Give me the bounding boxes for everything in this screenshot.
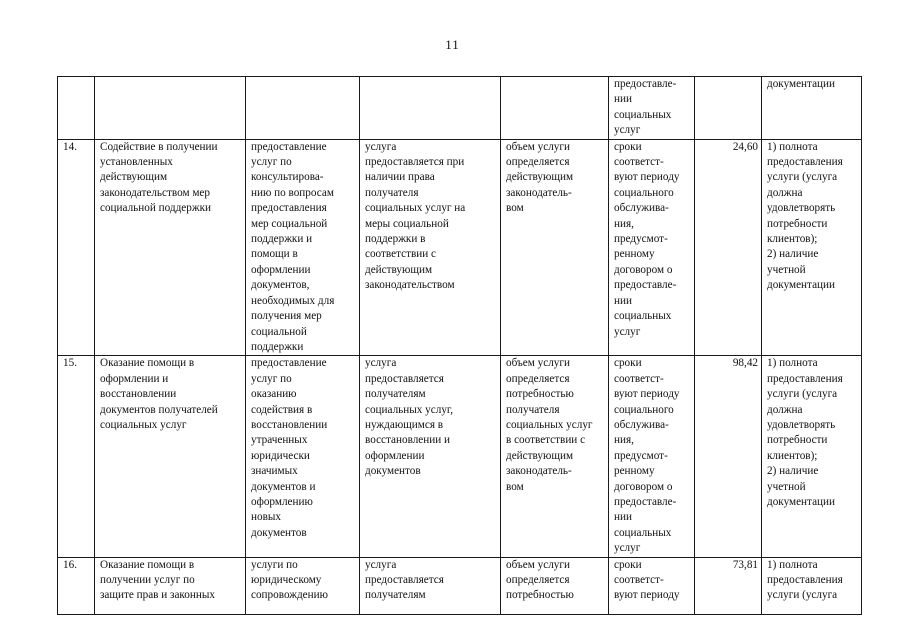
table-row <box>58 557 862 614</box>
cell-volume: объем услуги определяется действующим законодатель- вом <box>501 139 609 356</box>
cell-conditions <box>360 77 501 140</box>
cell-price: 73,81 <box>695 557 762 614</box>
cell-price: 98,42 <box>695 356 762 557</box>
cell-description: предоставление услуг по консультирова- нию по вопросам предоставления мер социальной поддержки и помощи в оформлении документов, необходимых для получения мер социальной поддержки <box>246 139 360 356</box>
cell-volume <box>501 77 609 140</box>
cell-num: 15. <box>58 356 95 557</box>
cell-conditions: услуга предоставляется получателям <box>360 557 501 614</box>
cell-description: услуги по юридическому сопровождению <box>246 557 360 614</box>
table-row <box>58 139 862 356</box>
cell-volume: объем услуги определяется потребностью получателя социальных услуг в соответствии с действующим законодатель- вом <box>501 356 609 557</box>
cell-name: Оказание помощи в получении услуг по защите прав и законных <box>95 557 246 614</box>
cell-duration: сроки соответст- вуют периоду <box>609 557 695 614</box>
table-row <box>58 356 862 557</box>
cell-volume: объем услуги определяется потребностью <box>501 557 609 614</box>
cell-duration: сроки соответст- вуют периоду социального обслужива- ния, предусмот- ренному договором о предоставле- нии социальных услуг <box>609 139 695 356</box>
cell-name <box>95 77 246 140</box>
cell-criteria: 1) полнота предоставления услуги (услуга должна удовлетворять потребности клиентов); 2) наличие учетной документации <box>762 356 862 557</box>
cell-num <box>58 77 95 140</box>
cell-name: Оказание помощи в оформлении и восстановлении документов получателей социальных услуг <box>95 356 246 557</box>
cell-criteria: 1) полнота предоставления услуги (услуга <box>762 557 862 614</box>
cell-duration: сроки соответст- вуют периоду социального обслужива- ния, предусмот- ренному договором о предоставле- нии социальных услуг <box>609 356 695 557</box>
cell-duration: предоставле- нии социальных услуг <box>609 77 695 140</box>
services-table <box>57 76 862 615</box>
page-number: 11 <box>445 37 460 52</box>
cell-criteria: документации <box>762 77 862 140</box>
cell-num: 16. <box>58 557 95 614</box>
cell-name: Содействие в получении установленных действующим законодательством мер социальной поддержки <box>95 139 246 356</box>
cell-criteria: 1) полнота предоставления услуги (услуга должна удовлетворять потребности клиентов); 2) наличие учетной документации <box>762 139 862 356</box>
cell-conditions: услуга предоставляется при наличии права получателя социальных услуг на меры социальной поддержки в соответствии с действующим законодательством <box>360 139 501 356</box>
table-row-continued <box>58 77 862 140</box>
cell-price: 24,60 <box>695 139 762 356</box>
cell-price <box>695 77 762 140</box>
cell-num: 14. <box>58 139 95 356</box>
cell-conditions: услуга предоставляется получателям социальных услуг, нуждающимся в восстановлении и оформлении документов <box>360 356 501 557</box>
cell-description <box>246 77 360 140</box>
cell-description: предоставление услуг по оказанию содействия в восстановлении утраченных юридически значимых документов и оформлению новых документов <box>246 356 360 557</box>
